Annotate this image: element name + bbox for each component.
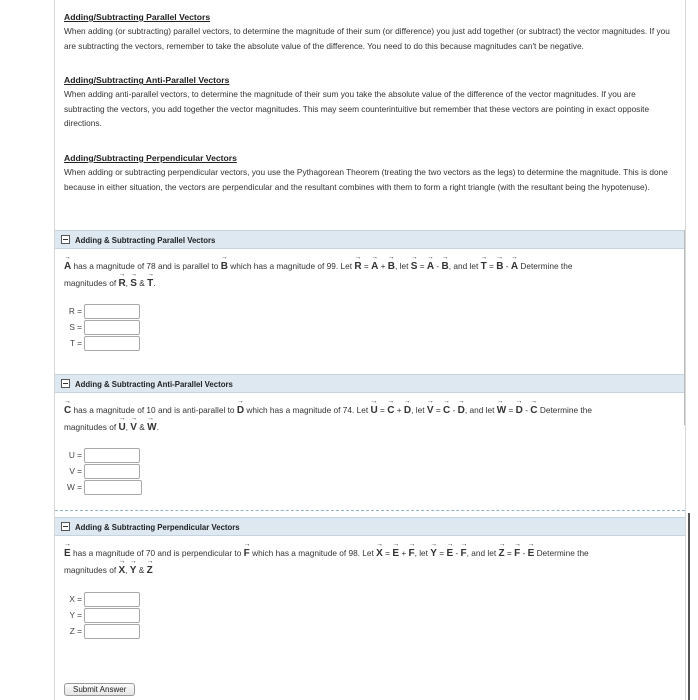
answer-input-w[interactable] [84, 480, 142, 495]
vector-symbol: → Y [130, 563, 137, 579]
scrollbar-thumb[interactable] [688, 513, 690, 700]
answers-perpendicular: X = Y = Z = [64, 591, 140, 639]
answer-input-v[interactable] [84, 464, 140, 479]
vector-symbol: → E [446, 546, 453, 562]
vector-symbol: → T [147, 276, 153, 292]
vector-symbol: → T [481, 259, 487, 275]
intro-title-antiparallel: Adding/Subtracting Anti-Parallel Vectors [64, 75, 230, 86]
vector-symbol: → E [528, 546, 535, 562]
vector-symbol: → F [244, 546, 250, 562]
vector-symbol: → V [130, 420, 137, 436]
vector-symbol: → F [461, 546, 467, 562]
vector-symbol: → E [64, 546, 71, 562]
vector-symbol: → D [404, 403, 411, 419]
intro-text-perpendicular: When adding or subtracting perpendicular vectors, you use the Pythagorean Theorem (treating the two vectors as the legs) to determine the magnitude. This is done because in either situation, the vectors are perpendicular and the resultant combines with them to form a right triangle (with the resultant being the hypotenuse). [64, 166, 668, 192]
scrollbar-track[interactable] [684, 230, 685, 425]
vector-symbol: → A [371, 259, 378, 275]
collapse-icon[interactable] [61, 235, 70, 244]
vector-symbol: → F [408, 546, 414, 562]
question-card [54, 0, 686, 700]
answer-input-y[interactable] [84, 608, 140, 623]
vector-symbol: → S [130, 276, 137, 292]
vector-symbol: → R [118, 276, 125, 292]
vector-symbol: → C [443, 403, 450, 419]
answer-input-r[interactable] [84, 304, 140, 319]
vector-symbol: → C [64, 403, 71, 419]
intro-text-parallel: When adding (or subtracting) parallel vectors, to determine the magnitude of their sum (or difference) you just add together (or subtract) the vector magnitudes. If you are subtracting the vectors, remember to take the absolute value of the difference. You need to do this because magnitudes can't be negative. [64, 26, 670, 51]
vector-symbol: → W [147, 420, 156, 436]
dashed-divider [55, 510, 685, 511]
vector-symbol: → U [118, 420, 125, 436]
vector-symbol: → B [221, 259, 228, 275]
vector-symbol: → W [497, 403, 506, 419]
vector-symbol: → R [354, 259, 361, 275]
vector-symbol: → S [411, 259, 418, 275]
answers-antiparallel: U = V = W = [64, 447, 142, 495]
answer-input-t[interactable] [84, 336, 140, 351]
answer-input-u[interactable] [84, 448, 140, 463]
section-header-parallel[interactable]: Adding & Subtracting Parallel Vectors [55, 230, 685, 249]
answer-input-s[interactable] [84, 320, 140, 335]
vector-symbol: → X [376, 546, 383, 562]
question-perpendicular: → E has a magnitude of 70 and is perpendicular to → F which has a magnitude of 98. Let → X = → E + → F, let → Y = → E - → F, and let → Z = → F - → E Determine the magnitudes of → X, → Y & → Z [64, 545, 664, 579]
answers-parallel: R = S = T = [64, 303, 140, 351]
vector-symbol: → B [442, 259, 449, 275]
vector-symbol: → C [387, 403, 394, 419]
vector-symbol: → X [118, 563, 125, 579]
answer-input-x[interactable] [84, 592, 140, 607]
question-antiparallel: → C has a magnitude of 10 and is anti-parallel to → D which has a magnitude of 74. Let → U = → C + → D, let → V = → C - → D, and let → W = → D - → C Determine the magnitudes of → U, → V & → W. [64, 402, 664, 436]
submit-answer-button[interactable]: Submit Answer [64, 683, 135, 696]
vector-symbol: → V [427, 403, 434, 419]
vector-symbol: → D [237, 403, 244, 419]
vector-symbol: → U [370, 403, 377, 419]
collapse-icon[interactable] [61, 379, 70, 388]
answer-input-z[interactable] [84, 624, 140, 639]
vector-symbol: → Z [147, 563, 153, 579]
vector-symbol: → A [427, 259, 434, 275]
collapse-icon[interactable] [61, 522, 70, 531]
vector-symbol: → C [530, 403, 537, 419]
intro-title-perpendicular: Adding/Subtracting Perpendicular Vectors [64, 152, 237, 163]
vector-symbol: → A [511, 259, 518, 275]
section-header-perpendicular[interactable]: Adding & Subtracting Perpendicular Vectors [55, 517, 685, 536]
vector-symbol: → D [516, 403, 523, 419]
vector-symbol: → A [64, 259, 71, 275]
vector-symbol: → D [458, 403, 465, 419]
section-header-antiparallel[interactable]: Adding & Subtracting Anti-Parallel Vectors [55, 374, 685, 393]
vector-symbol: → Y [430, 546, 437, 562]
vector-symbol: → E [392, 546, 399, 562]
question-parallel: → A has a magnitude of 78 and is parallel to → B which has a magnitude of 99. Let → R = → A + → B, let → S = → A - → B, and let → T = → B - → A Determine the magnitudes of → R, → S & → T. [64, 258, 664, 292]
vector-symbol: → B [388, 259, 395, 275]
intro-text [55, 0, 685, 194]
intro-title-parallel: Adding/Subtracting Parallel Vectors [64, 12, 211, 22]
vector-symbol: → F [514, 546, 520, 562]
vector-symbol: → B [496, 259, 503, 275]
intro-text-antiparallel: When adding anti-parallel vectors, to determine the magnitude of their sum you take the absolute value of the difference of the vector magnitudes. If you are subtracting the vectors, you add together the vector magnitudes. This may seem counterintuitive but remember that these vectors are pointing in exact opposite directions. [64, 89, 650, 129]
vector-symbol: → Z [498, 546, 504, 562]
